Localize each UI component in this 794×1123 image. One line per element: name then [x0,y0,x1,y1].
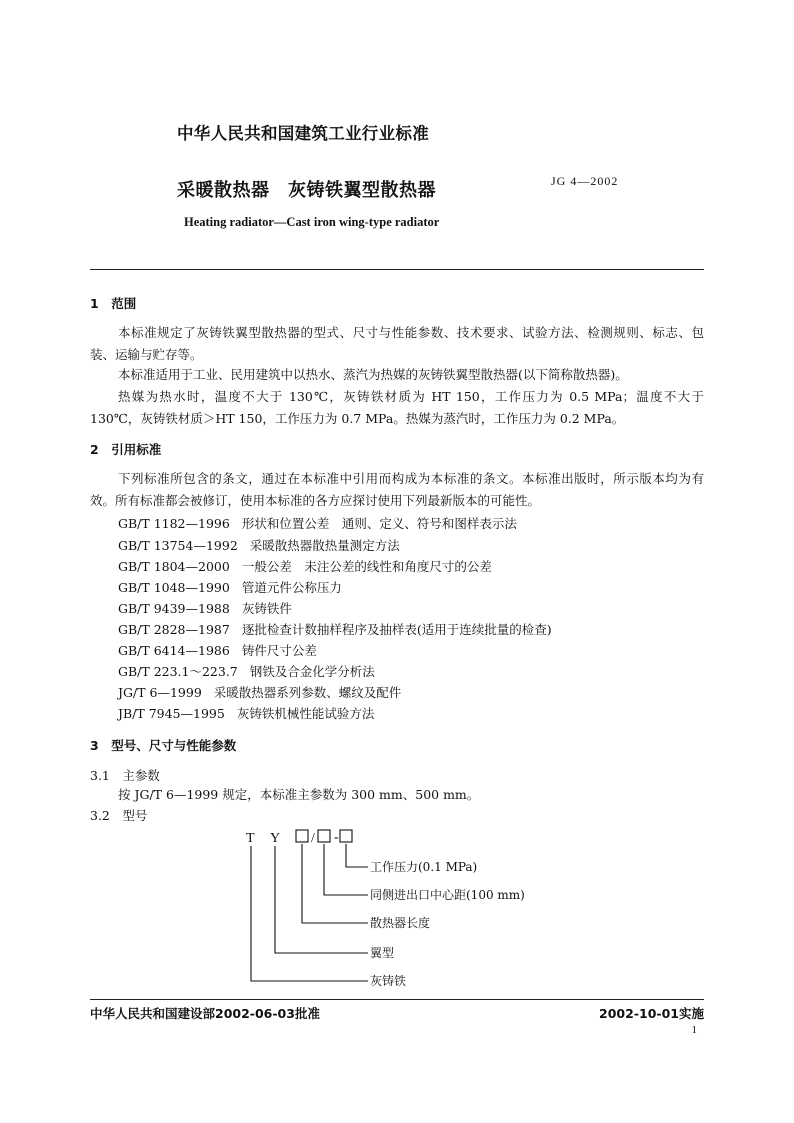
reference-title: 形状和位置公差 通则、定义、符号和图样表示法 [241,516,517,531]
header-divider [90,269,704,270]
reference-title: 钢铁及合金化学分析法 [249,664,375,679]
label-gray-cast-iron: 灰铸铁 [370,974,407,988]
reference-item [118,641,317,659]
reference-item [118,578,342,596]
footer-effective-date: 2002-10-01实施 [599,1006,704,1021]
reference-code: JG/T 6—1999 [118,685,202,700]
label-radiator-length: 散热器长度 [370,916,431,930]
section-1-heading: 1 范围 [90,296,137,311]
reference-title: 采暖散热器散热量测定方法 [249,538,400,553]
page-number: 1 [691,1024,697,1036]
model-letter-y: Y [270,831,281,846]
reference-title: 铸件尺寸公差 [241,643,317,658]
section-1-paragraph-3: 热媒为热水时，温度不大于 130℃，灰铸铁材质为 HT 150，工作压力为 0.5 MPa；温度不大于 130℃，灰铸铁材质＞HT 150，工作压力为 0.7 MPa。热媒为蒸汽时，工作压力为 0.2 MPa。 [90,389,704,426]
reference-title: 逐批检查计数抽样程序及抽样表(适用于连续批量的检查) [241,622,552,637]
section-3-1-text: 按 JG/T 6—1999 规定，本标准主参数为 300 mm、500 mm。 [118,787,480,802]
reference-item [118,514,517,532]
model-placeholder-box [296,830,308,842]
model-designation-diagram [230,824,610,994]
reference-item [118,704,374,722]
reference-item [118,683,401,701]
section-3-1-heading: 3.1 主参数 [90,768,160,783]
section-1-paragraph-2: 本标准适用于工业、民用建筑中以热水、蒸汽为热媒的灰铸铁翼型散热器(以下简称散热器)。 [118,367,628,382]
reference-title: 一般公差 未注公差的线性和角度尺寸的公差 [241,559,492,574]
footer-divider [90,999,704,1000]
reference-code: GB/T 223.1～223.7 [118,664,238,679]
model-placeholder-box [340,830,352,842]
reference-code: JB/T 7945—1995 [118,706,225,721]
reference-item [118,662,375,680]
footer-approval: 中华人民共和国建设部2002-06-03批准 [90,1006,320,1021]
leader-line-cast-iron [251,846,368,981]
model-letter-t: T [246,831,255,846]
reference-code: GB/T 2828—1987 [118,622,230,637]
reference-code: GB/T 9439—1988 [118,601,230,616]
document-title-cn: 采暖散热器 灰铸铁翼型散热器 [177,180,436,201]
reference-code: GB/T 6414—1986 [118,643,230,658]
document-title-en: Heating radiator—Cast iron wing-type radiator [184,215,440,229]
leader-line-wing [275,846,368,953]
section-2-paragraph-1: 下列标准所包含的条文，通过在本标准中引用而构成为本标准的条文。本标准出版时，所示版本均为有效。所有标准都会被修订，使用本标准的各方应探讨使用下列最新版本的可能性。 [90,471,704,508]
reference-title: 灰铸铁机械性能试验方法 [236,706,375,721]
reference-item [118,620,552,638]
reference-item [118,557,492,575]
model-separator-slash: / [311,831,315,846]
leader-line-length [302,844,368,923]
reference-title: 采暖散热器系列参数、螺纹及配件 [213,685,402,700]
section-3-2-heading: 3.2 型号 [90,808,148,823]
label-working-pressure: 工作压力(0.1 MPa) [370,860,478,874]
section-1-paragraph-1: 本标准规定了灰铸铁翼型散热器的型式、尺寸与性能参数、技术要求、试验方法、检测规则、标志、包装、运输与贮存等。 [90,325,704,362]
reference-item [118,536,400,554]
section-3-heading: 3 型号、尺寸与性能参数 [90,738,237,753]
label-wing-type: 翼型 [370,946,395,960]
reference-code: GB/T 1804—2000 [118,559,230,574]
reference-code: GB/T 1048—1990 [118,580,230,595]
reference-title: 灰铸铁件 [241,601,292,616]
standard-code: JG 4—2002 [551,174,619,188]
reference-title: 管道元件公称压力 [241,580,342,595]
section-2-heading: 2 引用标准 [90,442,162,457]
reference-code: GB/T 13754—1992 [118,538,238,553]
model-separator-dash: - [334,830,339,845]
reference-item [118,599,292,617]
label-center-distance: 同侧进出口中心距(100 mm) [370,888,525,902]
leader-line-pressure [346,844,368,867]
reference-code: GB/T 1182—1996 [118,516,230,531]
standard-org-title: 中华人民共和国建筑工业行业标准 [177,124,429,143]
model-placeholder-box [318,830,330,842]
